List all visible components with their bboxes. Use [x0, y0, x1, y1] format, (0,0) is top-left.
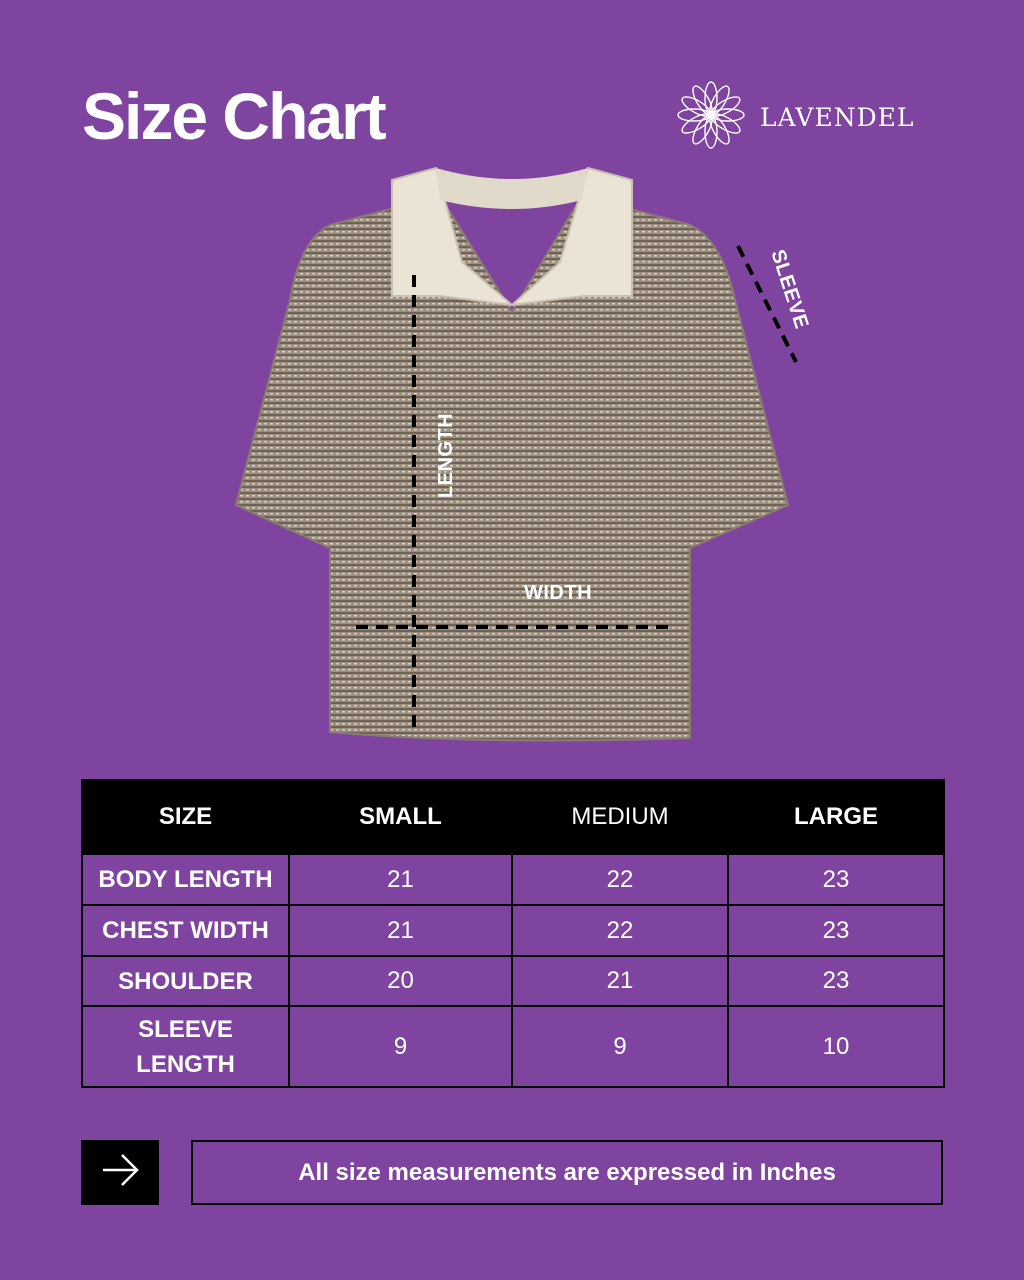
row-label: SLEEVE LENGTH	[82, 1006, 289, 1087]
brand-name: LAVENDEL	[760, 103, 915, 132]
next-button[interactable]	[81, 1140, 159, 1205]
sleeve-label: SLEEVE	[766, 246, 813, 332]
row-label: SHOULDER	[82, 956, 289, 1006]
table-cell: 23	[728, 956, 944, 1006]
table-cell: 21	[512, 956, 728, 1006]
table-row	[82, 854, 944, 905]
table-row	[82, 956, 944, 1006]
column-header-small: SMALL	[289, 780, 512, 854]
row-label: BODY LENGTH	[82, 854, 289, 905]
arrow-right-icon	[100, 1150, 140, 1195]
width-label: WIDTH	[524, 582, 593, 604]
table-cell: 23	[728, 854, 944, 905]
table-cell: 20	[289, 956, 512, 1006]
length-label: LENGTH	[435, 412, 458, 499]
table-row	[82, 1006, 944, 1087]
table-cell: 21	[289, 905, 512, 956]
table-cell: 9	[289, 1006, 512, 1087]
measurement-note: All size measurements are expressed in Inches	[191, 1140, 943, 1205]
table-cell: 22	[512, 854, 728, 905]
table-cell: 23	[728, 905, 944, 956]
column-header-large: LARGE	[728, 780, 944, 854]
size-table	[81, 779, 945, 1088]
table-row	[82, 905, 944, 956]
table-cell: 9	[512, 1006, 728, 1087]
column-header-medium: MEDIUM	[512, 780, 728, 854]
table-cell: 21	[289, 854, 512, 905]
table-header-row	[82, 780, 944, 854]
row-label: CHEST WIDTH	[82, 905, 289, 956]
table-cell: 10	[728, 1006, 944, 1087]
table-cell: 22	[512, 905, 728, 956]
column-header-size: SIZE	[82, 780, 289, 854]
page-title: Size Chart	[82, 79, 385, 153]
